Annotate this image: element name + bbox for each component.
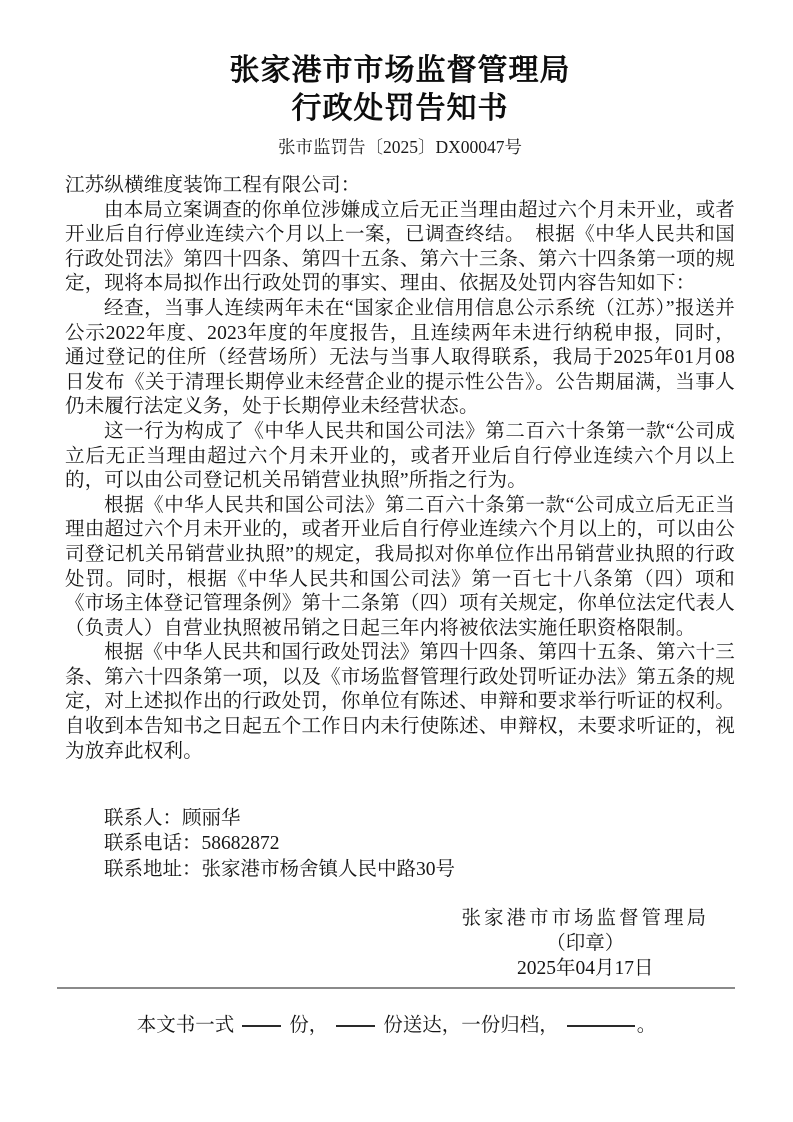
copies-count-blank (242, 1025, 281, 1027)
distribution-note (0, 1013, 793, 1038)
distribution-note-text-3: 份送达，一份归档， (383, 1014, 559, 1036)
paragraph-investigation-findings: 经查，当事人连续两年未在“国家企业信用信息公示系统（江苏）”报送并公示2022年度、2023年度的年度报告，且连续两年未进行纳税申报，同时，通过登记的住所（经营场所）无法与当事人取得联系，我局于2025年01月08日发布《关于清理长期停业未经营企业的提示性公告》。公告期届满，当事人仍未履行法定义务，处于长期停业未经营状态。 (65, 297, 735, 418)
signature-block (461, 906, 709, 981)
paragraph-penalty-basis: 根据《中华人民共和国公司法》第二百六十条第一款“公司成立后无正当理由超过六个月未开业的，或者开业后自行停业连续六个月以上的，可以由公司登记机关吊销营业执照”的规定，我局拟对你单位作出吊销营业执照的行政处罚。同时，根据《中华人民共和国公司法》第一百七十八条第（四）项和《市场主体登记管理条例》第十二条第（四）项有关规定，你单位法定代表人（负责人）自营业执照被吊销之日起三年内将被依法实施任职资格限制。 (65, 494, 735, 639)
footer-divider-line (57, 987, 735, 989)
paragraph-rights-notice: 根据《中华人民共和国行政处罚法》第四十四条、第四十五条、第六十三条、第六十四条第一项，以及《市场监督管理行政处罚听证办法》第五条的规定，对上述拟作出的行政处罚，你单位有陈述、申辩和要求举行听证的权利。自收到本告知书之日起五个工作日内未行使陈述、申辩权，未要求听证的，视为放弃此权利。 (65, 642, 735, 762)
distribution-note-text-2: 份， (289, 1014, 329, 1036)
extra-blank (567, 1025, 635, 1027)
document-body (65, 174, 735, 764)
distribution-note-text-1: 本文书一式 (136, 1014, 235, 1036)
paragraph-case-summary: 由本局立案调查的你单位涉嫌成立后无正当理由超过六个月未开业，或者开业后自行停业连续六个月以上一案，已调查终结。 根据《中华人民共和国行政处罚法》第四十四条、第四十五条、第六十三条、第六十四条第一项的规定，现将本局拟作出行政处罚的事实、理由、依据及处罚内容告知如下： (65, 199, 735, 295)
document-number: 张市监罚告〔2025〕DX00047号 (277, 137, 523, 157)
signature-agency-name: 张家港市市场监督管理局 (461, 907, 709, 929)
contact-info (65, 806, 735, 882)
recipient-name: 江苏纵横维度装饰工程有限公司： (65, 175, 361, 196)
distribution-note-text-4: 。 (636, 1014, 657, 1036)
contact-phone: 联系电话：58682872 (104, 833, 280, 855)
paragraph-violation-determination: 这一行为构成了《中华人民共和国公司法》第二百六十条第一款“公司成立后无正当理由超过六个月未开业的，或者开业后自行停业连续六个月以上的，可以由公司登记机关吊销营业执照”所指之行为。 (65, 420, 735, 492)
document-title-agency: 张家港市市场监督管理局 (229, 54, 571, 87)
contact-person: 联系人：顾丽华 (104, 808, 241, 830)
signature-seal-placeholder: （印章） (546, 932, 625, 954)
contact-address: 联系地址：张家港市杨舍镇人民中路30号 (104, 858, 456, 880)
signature-date: 2025年04月17日 (516, 957, 654, 979)
delivered-count-blank (336, 1025, 375, 1027)
document-title-type: 行政处罚告知书 (291, 92, 509, 125)
